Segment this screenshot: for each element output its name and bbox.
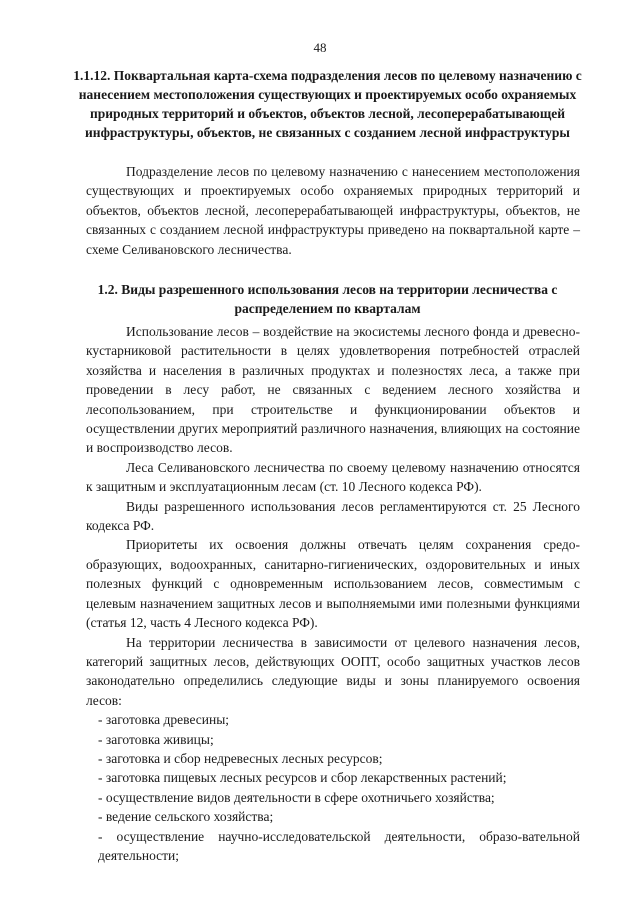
list-item: - ведение сельского хозяйства;	[98, 809, 274, 825]
paragraph: Использование лесов – воздействие на экосистемы лесного фонда и древесно-кустарниковой растительности в целях удовлетворения потребностей отраслей хозяйства и населения в различных продуктах и полезностях леса, а также при проведении в лесу работ, не связанных с ведением лесного хозяйства и лесопользованием, при строительстве и функционировании объектов и осуществлении других мероприятий различного назначения, влияющих на состояние и воспроизводство лесов.	[86, 324, 580, 456]
section-heading-1-2: 1.2. Виды разрешенного использования лесов на территории лесничества с распределением по кварталам	[97, 282, 558, 316]
list-item: - заготовка пищевых лесных ресурсов и сбор лекарственных растений;	[98, 770, 507, 786]
page-number: 48	[313, 40, 327, 55]
paragraph: Леса Селивановского лесничества по своему целевому назначению относятся к защитным и эксплуатационным лесам (ст. 10 Лесного кодекса РФ).	[86, 459, 580, 495]
list-item: - осуществление научно-исследовательской деятельности, образо-вательной деятельности;	[98, 828, 580, 863]
list-item: - заготовка живицы;	[98, 731, 214, 747]
section-2-body	[86, 322, 580, 865]
paragraph: Приоритеты их освоения должны отвечать целям сохранения средо-образующих, водоохранных, санитарно-гигиенических, оздоровительных и иных полезных функций с одновременным использованием лесов, совместимым с целевым назначением защитных лесов и выполняемыми ими полезными функциями (статья 12, часть 4 Лесного кодекса РФ).	[86, 537, 580, 631]
list-item: - заготовка и сбор недревесных лесных ресурсов;	[98, 750, 383, 766]
usage-types-list	[86, 710, 580, 865]
section-1-body	[86, 162, 580, 259]
paragraph: На территории лесничества в зависимости от целевого назначения лесов, категорий защитных лесов, действующих ООПТ, особо защитных участков лесов законодательно определились следующие виды и зоны планируемого освоения лесов:	[86, 634, 580, 708]
section-heading-1-1-12: 1.1.12. Поквартальная карта-схема подразделения лесов по целевому назначению с нанесением местоположения существующих и проектируемых особо охраняемых природных территорий и объектов, объектов лесной, лесоперерабатывающей инфраструктуры, объектов, не связанных с созданием лесной инфраструктуры	[73, 68, 582, 140]
list-item: - осуществление видов деятельности в сфере охотничьего хозяйства;	[98, 789, 495, 805]
paragraph: Виды разрешенного использования лесов регламентируются ст. 25 Лесного кодекса РФ.	[86, 498, 580, 534]
paragraph: Подразделение лесов по целевому назначению с нанесением местоположения существующих и проектируемых особо охраняемых природных территорий и объектов, объектов лесной, лесоперерабатывающей инфраструктуры, объектов, не связанных с созданием лесной инфраструктуры приведено на поквартальной карте – схеме Селивановского лесничества.	[86, 164, 580, 257]
list-item: - заготовка древесины;	[98, 712, 230, 728]
